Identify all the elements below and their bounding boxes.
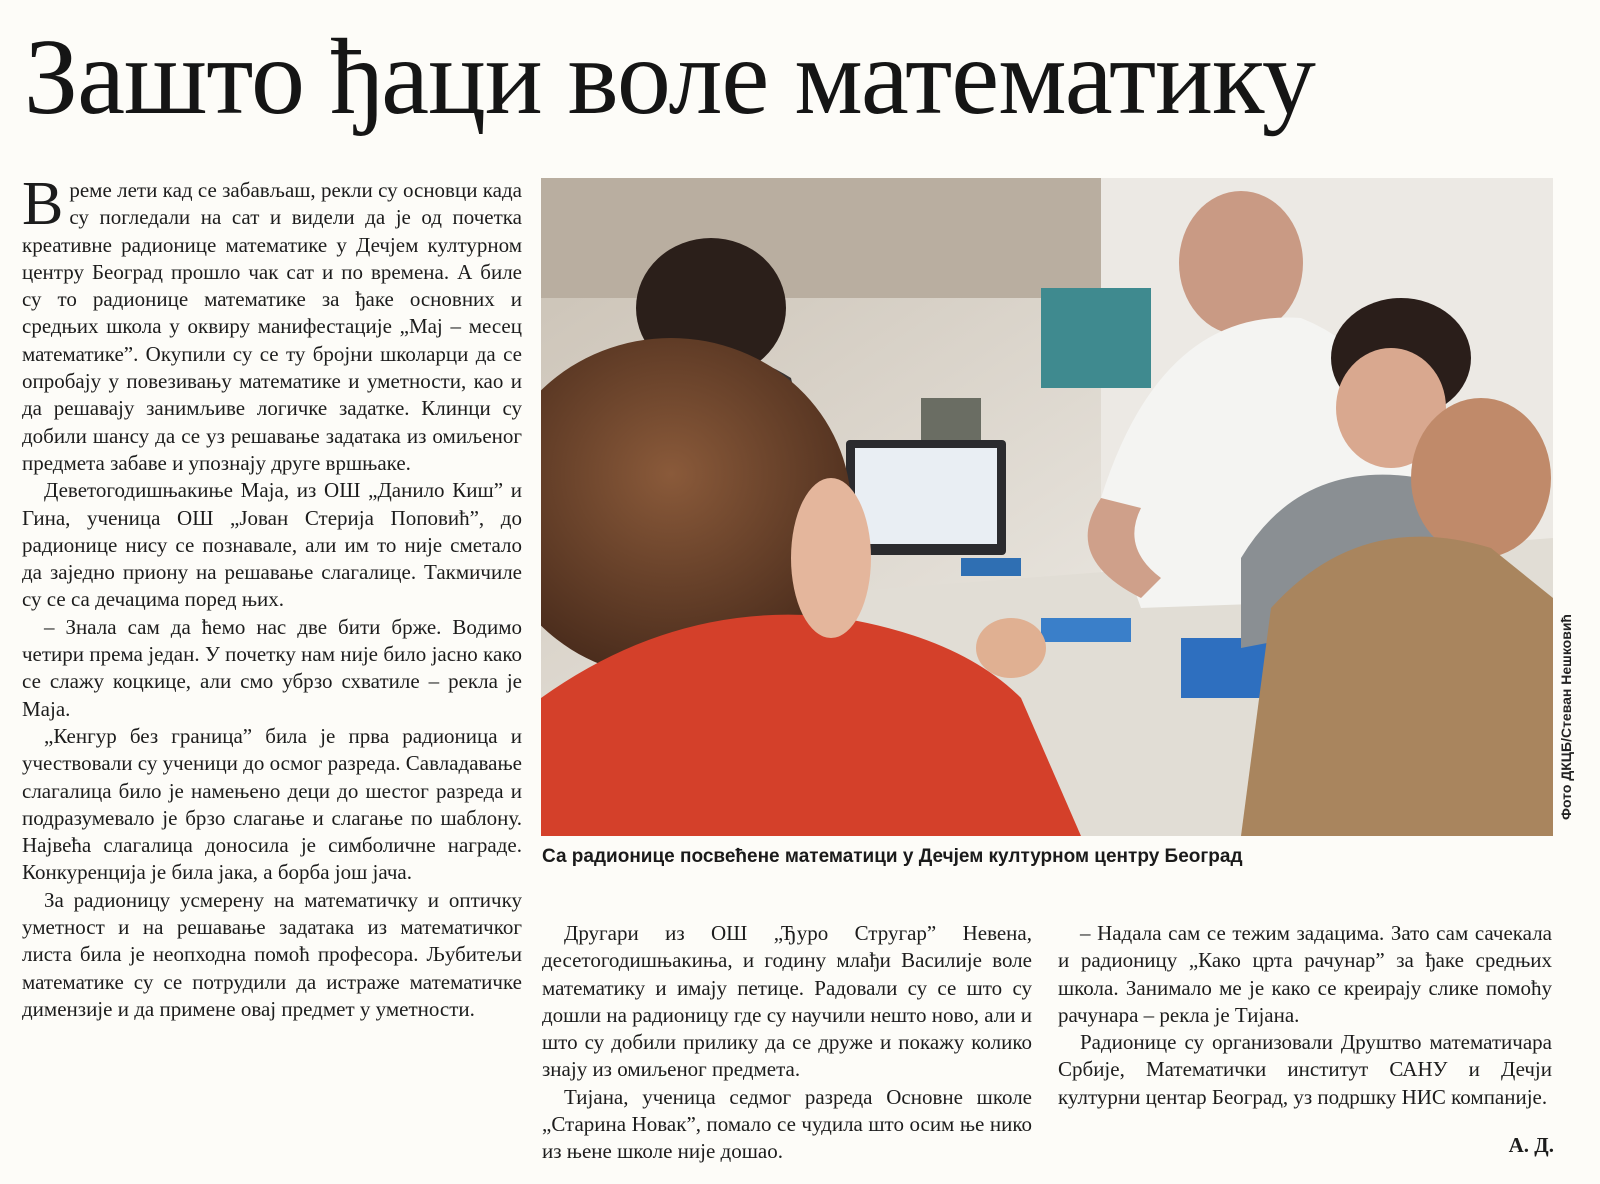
author-signature: А. Д.: [1508, 1133, 1554, 1157]
headline: Зашто ђаци воле математику: [24, 18, 1315, 137]
paragraph: Другари из ОШ „Ђуро Стругар” Невена, десетогодишњакиња, и годину млађи Василије воле математику и имају петице. Радовали су се што су дошли на радионицу где су научили нешто ново, али и што су добили прилику да се друже и покажу колико знају из омиљеног предмета.: [542, 921, 1032, 1082]
article-column-1: [22, 170, 523, 1023]
article-photo: [541, 178, 1553, 836]
paragraph: За радионицу усмерену на математичку и оптичку уметност и на решавање задатака из математичког листа била је неопходна помоћ професора. Љубитељи математике су се потрудили да истраже математичке димензије и да примене овај предмет у уметности.: [22, 887, 522, 1021]
article-column-2: [542, 920, 1032, 1166]
drop-cap: В: [22, 170, 64, 238]
paragraph: Деветогодишњакиње Маја, из ОШ „Данило Киш” и Гина, ученица ОШ „Јован Стерија Поповић”, до радионице нису се познавале, али им то није сметало да заједно приону на решавање слагалице. Такмичиле су се са дечацима поред њих.: [22, 478, 522, 612]
photo-caption: Са радионице посвећене математици у Дечјем културном центру Београд: [542, 846, 1243, 867]
article-column-3: [1058, 920, 1552, 1111]
paragraph: „Кенгур без граница” била је прва радионица и учествовали су ученици до осмог разреда. Савладавање слагалица било је намењено деци до шестог разреда и подразумевало је брзо слагање и слагање по шаблону. Највећа слагалица доносила је симболичне награде. Конкуренција је била јака, а борба још јача.: [22, 723, 523, 885]
paragraph: Радионице су организовали Друштво математичара Србије, Математички институт САНУ и Дечји културни центар Београд, уз подршку НИС компаније.: [1058, 1030, 1552, 1109]
paragraph: Тијана, ученица седмог разреда Основне школе „Старина Новак”, помало се чудила што осим ње нико из њене школе није дошао.: [542, 1084, 1032, 1164]
paragraph: [22, 170, 522, 477]
paragraph: – Знала сам да ћемо нас две бити брже. Водимо четири према један. У почетку нам није било јасно како се слажу коцкице, али смо убрзо схватиле – рекла је Маја.: [22, 614, 522, 721]
paragraph: – Надала сам се тежим задацима. Зато сам сачекала и радионицу „Како црта рачунар” за ђаке средњих школа. Занимало ме је како се креирају слике помоћу рачунара – рекла је Тијана.: [1058, 921, 1552, 1027]
photo-credit: Фото ДКЦБ/Стеван Нешковић: [1558, 614, 1574, 820]
paragraph-text: реме лети кад се забављаш, рекли су основци када су погледали на сат и видели да је од почетка креативне радионице математике у Дечјем културном центру Београд прошло чак сат и по времена. А биле су то радионице математике за ђаке основних и средњих школа у оквиру манифестације „Мај – месец математике”. Окупили су се ту бројни школарци да се опробају у повезивању математике и уметности, као и да решавају занимљиве логичке задатке. Клинци су добили шансу да се уз решавање задатака из омиљеног предмета забаве и упознају друге вршњаке.: [22, 178, 522, 475]
photo-illustration: [541, 178, 1553, 836]
